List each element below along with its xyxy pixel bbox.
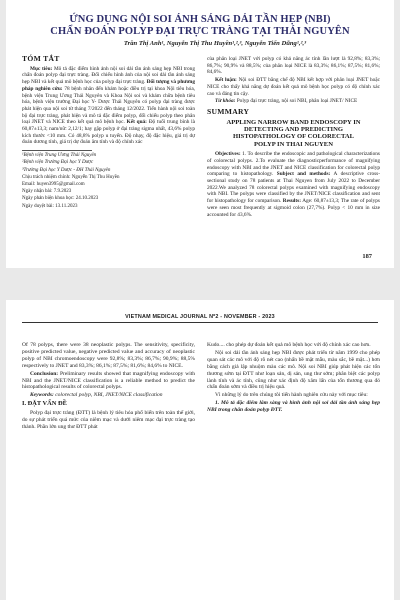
ket-luan-text: Nội soi ĐTT bằng chế độ NBI kết hợp với phân loại JNET hoặc NICE cho thấy khả năng dự đoán kết quả mô bệnh học polyp có độ chính xác cao và đáng tin cậy. bbox=[207, 77, 380, 97]
page1-right-column bbox=[207, 56, 380, 219]
page1-left-column bbox=[22, 56, 195, 219]
muc-tieu-text: Mô tả đặc điểm hình ảnh nội soi dải tần ánh sáng hẹp NBI trong chẩn đoán polyp đại trực tràng. Đối chiếu hình ảnh của nội soi dải tần ánh sáng hẹp NBI và kết quả mô bệnh học của polyp đại trực tràng. bbox=[22, 65, 195, 86]
article-title-vi bbox=[26, 14, 374, 38]
section-heading-1: I. ĐẶT VẤN ĐỀ bbox=[22, 400, 67, 408]
objective-1: 1. Mô tả đặc điểm lâm sàng và hình ảnh nội soi dải tần ánh sáng hẹp NBI trong chẩn đoán polyp ĐTT. bbox=[207, 400, 380, 414]
footnote-divider bbox=[22, 150, 92, 151]
tu-khoa-text: Polyp đại trực tràng, nội soi NBI, phân loại JNET/ NICE bbox=[236, 98, 358, 105]
review-date: Ngày phản biện khoa học: 24.10.2023 bbox=[22, 196, 99, 202]
title-line-2: CHẨN ĐOÁN POLYP ĐẠI TRỰC TRÀNG TẠI THÁI NGUYÊN bbox=[50, 26, 350, 37]
summary-heading: SUMMARY bbox=[207, 106, 250, 116]
keywords-label: Keywords: bbox=[30, 392, 54, 399]
abstract-paragraph-en bbox=[207, 151, 380, 218]
intro-paragraph: Polyp đại trực tràng (ĐTT) là bệnh lý tiêu hóa phổ biến trên toàn thế giới, do sự phát triển quá mức của niêm mạc và dưới niêm mạc đại trực tràng tạo thành. Phần lớn ung thư ĐTT phát bbox=[22, 410, 195, 430]
ket-luan-label: Kết luận: bbox=[215, 77, 237, 84]
received-date: Ngày nhận bài: 7.9.2023 bbox=[22, 189, 72, 195]
doi-tuong-label: Đối tượng và phương pháp nghiên cứu: bbox=[22, 79, 196, 92]
footnote-1: ¹Bệnh viện Trung Ương Thái Nguyên bbox=[22, 153, 97, 159]
abstract-paragraph-vi bbox=[22, 66, 195, 146]
doi-tuong-text: 78 bệnh nhân đến khám hoặc điều trị tại khoa Nội tiêu hóa, bệnh viện Trung Ương Thái Nguyên và Khoa Nội soi và khám chữa bệnh tiêu hóa, bệnh viện trường Đại học Y- Dược Thái Nguyên có polyp đại tràng được phát hiện qua nội soi từ tháng 7/2022 đến tháng 12/2022. Tiến hành nội soi toàn bộ đại trực tràng, phát hiện và mô tả đặc điểm polyp, đối chiếu polyp theo phân loại JNET và NICE theo kết quả mô bệnh học. bbox=[22, 85, 196, 126]
page2-right-column bbox=[207, 342, 380, 432]
subject-label: Subject and methods: bbox=[276, 171, 331, 178]
page-number: 187 bbox=[362, 253, 372, 260]
conclusion-label: Conclusion: bbox=[30, 370, 59, 377]
nbi-paragraph: Nội soi dải tần ánh sáng hẹp NBI được phát triển từ năm 1999 cho phép quan sát các mô với độ rõ nét cao (nhấn bề mặt mẫu, màu sắc, bề mặt...) hơn bằng cách giả lập nhuộm màu các mô. Nội soi NBI giúp phát hiện các tổn thương sớm tại ĐTT như loạn sản, dị sản, ung thư sớm; phân biệt các polyp lành tính và ác tính, cũng như xác định độ xâm lấn của tổn thương qua đó chẩn đoán sớm và điều trị hiệu quả. bbox=[207, 349, 380, 391]
page2-columns bbox=[22, 342, 380, 432]
keywords-text: colorectal polyp, NBI, JNET/NICE classification bbox=[55, 392, 163, 399]
ket-luan-paragraph bbox=[207, 77, 380, 97]
title-line-1: ỨNG DỤNG NỘI SOI ÁNH SÁNG DẢI TẦN HẸP (NBI) bbox=[69, 14, 331, 25]
objectives-label: Objectives: bbox=[215, 151, 241, 158]
muc-tieu-label: Mục tiêu: bbox=[30, 65, 53, 72]
abstract-continuation: của phân loại JNET với polyp có khả năng ác tính lần lượt là 92,8%; 83,3%; 86,7%; 90,9% và 88,5%; của phân loại NICE là 83,3%; 86,1%; 87,5%; 81,6%; 84,6%. bbox=[207, 56, 380, 76]
footnote-2: ²Bệnh viện Trường Đại học Y Dược bbox=[22, 160, 94, 166]
journal-header: VIETNAM MEDICAL JOURNAL Nº2 - NOVEMBER - 2023 bbox=[22, 314, 378, 323]
en-title-line-2: DETECTING AND PREDICTING bbox=[244, 126, 343, 134]
page1-columns bbox=[22, 56, 380, 219]
article-page-2 bbox=[6, 300, 394, 600]
objectives-text: 1. To describe the endoscopic and pathological characterizations of colorectal polyps. 2.To evaluate the diagnosticperformance of magnifying endoscopy with NBI and the JNET and NICE classification for colorectal polyp comparing to histopathology. bbox=[207, 151, 380, 178]
keywords-paragraph bbox=[22, 392, 195, 399]
corresponding-author: Chịu trách nhiệm chính: Nguyễn Thị Thu Huyền bbox=[22, 174, 120, 180]
article-page-1 bbox=[6, 0, 394, 268]
conclusion-text: Preliminary results showed that magnifying endoscopy with NBI and the JNET/NICE classification is a reliable method to predict the histopathological results of colorectal polyps. bbox=[22, 370, 195, 391]
footnote-3: ³Trường Đại học Y Dược - ĐH Thái Nguyên bbox=[22, 167, 111, 173]
tu-khoa-paragraph bbox=[207, 98, 380, 105]
page2-left-column bbox=[22, 342, 195, 432]
aim-intro-paragraph: Vì những lý do trên chúng tôi tiến hành nghiên cứu này với mục tiêu: bbox=[215, 392, 368, 399]
ket-qua-label: Kết quả: bbox=[126, 119, 147, 126]
accepted-date: Ngày duyệt bài: 13.11.2023 bbox=[22, 203, 78, 209]
tu-khoa-label: Từ khóa: bbox=[215, 98, 236, 105]
article-title-en bbox=[207, 119, 380, 149]
conclusion-paragraph bbox=[22, 371, 195, 392]
results-label: Results: bbox=[282, 198, 301, 205]
en-title-line-3: HISTOPATHOLOGY OF COLORECTAL bbox=[232, 133, 355, 141]
results-continuation-en: Of 78 polyps, there were 38 neoplastic polyps. The sensitivity, specificity, positive predicted value, negative predicted value and accuracy of neoplastic polyp of NBI chromoendoscopy were 92,8%; 83,3%; 86,7%; 90,9%; 88,5% respectively to JNET and 83,3%; 86,1%; 87,5%; 81,6%; 84,6% to NICE. bbox=[22, 342, 195, 369]
en-title-line-1: APPLING NARROW BAND ENDOSCOPY IN bbox=[226, 118, 361, 126]
en-title-line-4: POLYP IN THAI NGUYEN bbox=[254, 140, 333, 148]
author-email: Email: huyen3995@gmail.com bbox=[22, 181, 85, 187]
kudo-paragraph: Kudo.... cho phép dự đoán kết quả mô bệnh học với độ chính xác cao hơn. bbox=[207, 342, 371, 348]
ket-qua-text: Độ tuổi trung bình là 60,87±13,3; nam/nữ: 2,12/1; hay gặp polyp ở đại tràng sigma nhất, 43,6% polyp kích thước <10 mm. Có 48,8% polyp u tuyến. Độ nhạy, độ đặc hiệu, giá trị dự đoán dương tính, giá trị dự đoán âm tính và độ chính xác bbox=[22, 119, 195, 146]
results-text: Age: 60,87±13,3; The rate of polyps were seen most frequently at sigmoid colon (27,7%). Polyp < 10 mm in size accounted for 43,6%. bbox=[207, 198, 380, 218]
subject-text: A descriptive cross-sectional study on 78 patients at Thai Nguyen from July 2022 to December 2022.We analyzed 78 colorectal polyps examined with magnifying endoscopy with NBI. The polyps were classified by the JNET/NICE classification and sent for histopathology for comparison. bbox=[207, 171, 380, 205]
author-list: Trần Thị Anh¹, Nguyễn Thị Thu Huyền¹,²,³, Nguyễn Tiến Dũng¹,²,³ bbox=[123, 40, 307, 47]
tomtat-heading: TÓM TẮT bbox=[22, 54, 60, 63]
